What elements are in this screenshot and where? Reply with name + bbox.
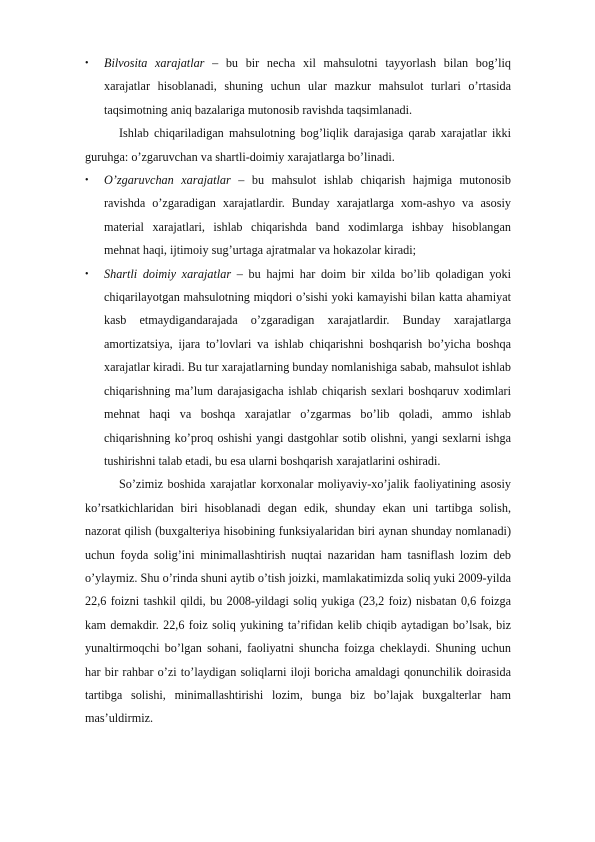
bullet-marker: • <box>85 175 89 187</box>
term-italic: Bilvosita xarajatlar <box>104 56 205 70</box>
paragraph-text: Ishlab chiqariladigan mahsulotning bog’liqlik darajasiga qarab xarajatlar ikki guruhga: o’zgaruvchan va shartli-doimiy xarajatlarga bo’linadi. <box>85 126 511 164</box>
list-item-text <box>104 169 511 263</box>
term-italic: O’zgaruvchan xarajatlar <box>104 173 231 188</box>
list-item <box>85 263 511 474</box>
list-item <box>85 52 511 122</box>
paragraph <box>85 122 511 169</box>
list-item <box>85 169 511 263</box>
term-definition: – bu bir necha xil mahsulotni tayyorlash bilan bog’liq xarajatlar hisoblanadi, shuning uchun ular mazkur mahsulot turlari o’rtasida taqsimotning aniq bazalariga mutonosib ravishda taqsimlanadi. <box>104 56 511 117</box>
paragraph-text: So’zimiz boshida xarajatlar korxonalar moliyaviy-xo’jalik faoliyatining asosiy ko’rsatkichlaridan biri hisoblanadi degan edik, shunday ekan uni tartibga solish, nazorat qilish (buxgalteriya hisobining funksiyalaridan biri aynan shunday nomlanadi) uchun foyda solig’ini minimallashtirish nuqtai nazaridan ham tasniflash lozim deb o’ylaymiz. Shu o’rinda shuni aytib o’tish joizki, mamlakatimizda soliq yuki 2009-yilda 22,6 foizni tashkil qildi, bu 2008-yildagi soliq yukiga (23,2 foiz) nisbatan 0,6 foizga kam demakdir. 22,6 foiz soliq yukining ta’rifidan kelib chiqib aytadigan bo’lsak, biz yunaltirmoqchi bo’lgan sohani, faoliyatni shuncha foizga cheklaydi. Shuning uchun har bir rahbar o’zi to’laydigan soliqlarni iloji boricha amaldagi qonunchilik doirasida tartibga solishi, minimallashtirishi lozim, bunga biz bo’lajak buxgalterlar ham mas’uldirmiz. <box>85 477 511 726</box>
document-page <box>85 52 511 731</box>
bullet-marker: • <box>85 268 89 280</box>
list-item-text <box>104 52 511 122</box>
list-item-text <box>104 263 511 474</box>
bullet-marker: • <box>85 58 89 69</box>
term-definition: – bu mahsulot ishlab chiqarish hajmiga mutonosib ravishda o’zgaradigan xarajatlardir. Bunday xarajatlarga xom-ashyo va asosiy material xarajatlari, ishlab chiqarishda band xodimlarga ishbay hisoblangan mehnat haqi, ijtimoiy sug’urtaga ajratmalar va hokazolar kiradi; <box>104 173 511 258</box>
term-definition: – bu hajmi har doim bir xilda bo’lib qoladigan yoki chiqarilayotgan mahsulotning miqdori o’sishi yoki kamayishi bilan katta ahamiyat kasb etmaydigandarajada o’zgaradigan xarajatlardir. Bunday xarajatlarga amortizatsiya, ijara to’lovlari va ishlab chiqarishni boshqarish bo’yicha boshqa xarajatlar kiradi. Bu tur xarajatlarning bunday nomlanishiga sabab, mahsulot ishlab chiqarishning ma’lum darajasigacha ishlab chiqarish sexlari boshqaruv xodimlari mehnat haqi va boshqa xarajatlar o’zgarmas bo’lib qoladi, ammo ishlab chiqarishning ko’proq oshishi yangi dastgohlar sotib olishni, yangi sexlarni ishga tushirishni talab etadi, bu esa ularni boshqarish xarajatlarini oshiradi. <box>104 266 512 468</box>
term-italic: Shartli doimiy xarajatlar <box>104 266 232 281</box>
paragraph <box>85 473 511 730</box>
